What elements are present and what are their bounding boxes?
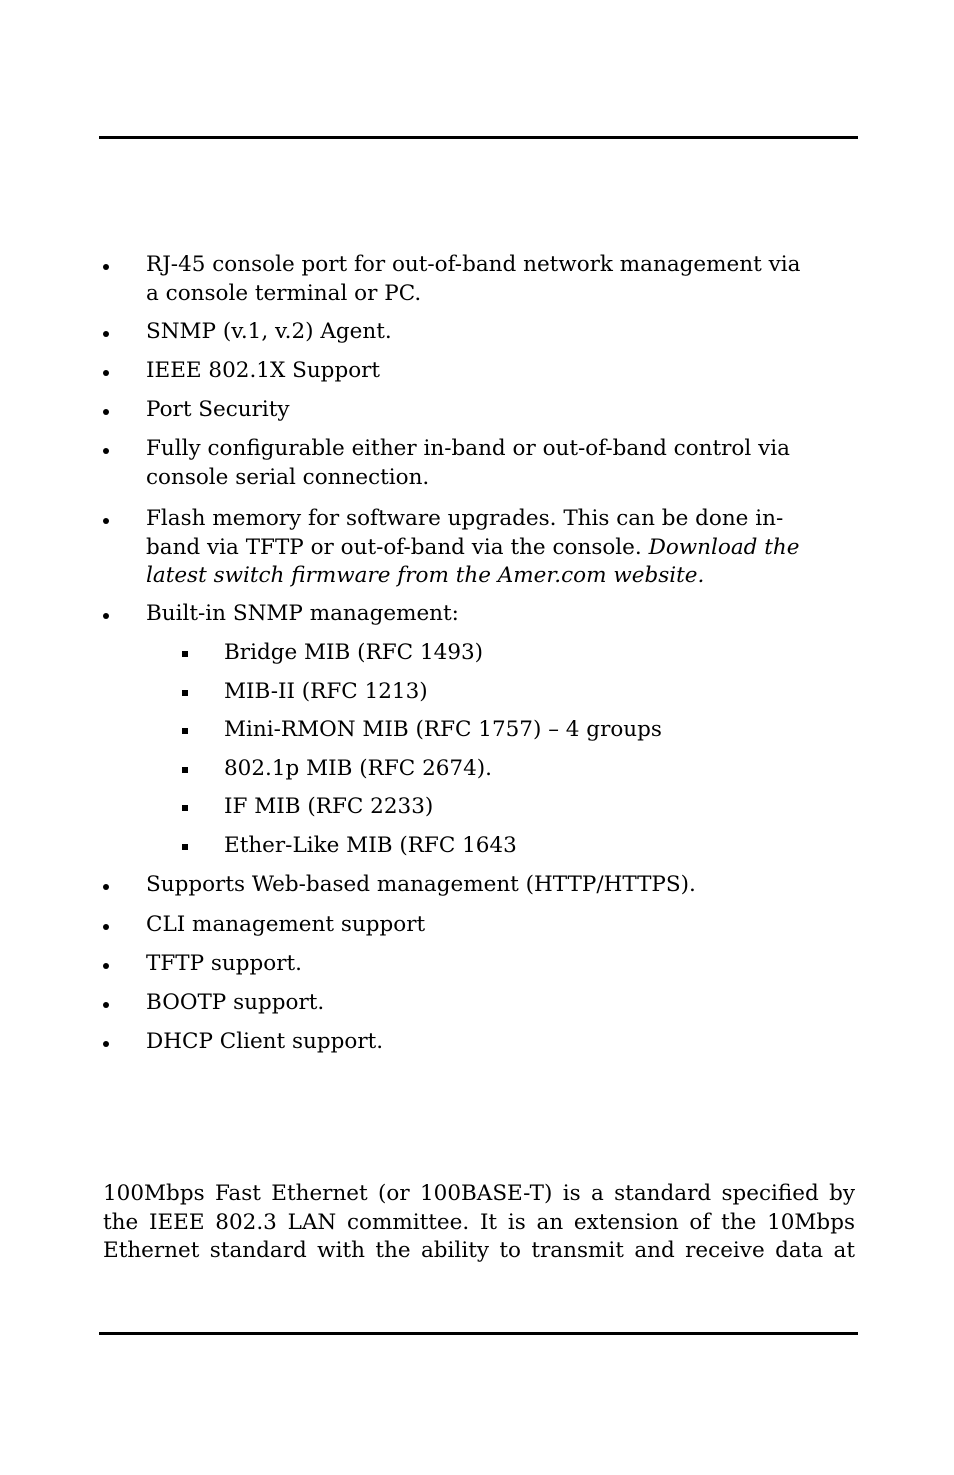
- list-item-text: console serial connection.: [146, 464, 430, 490]
- bullet-dot-icon: [103, 613, 109, 619]
- bullet-dot-icon: [103, 448, 109, 454]
- list-item-text: Fully configurable either in-band or out-of-band control via: [146, 436, 790, 461]
- footer-rule: [99, 1332, 858, 1335]
- download-note: latest switch firmware from the Amer.com website.: [146, 563, 705, 588]
- header-rule: [99, 136, 858, 139]
- list-item-text: BOOTP support.: [146, 990, 325, 1015]
- list-item-text: TFTP support.: [146, 951, 303, 976]
- sub-list-item-text: IF MIB (RFC 2233): [224, 794, 434, 819]
- square-bullet-icon: [182, 767, 188, 773]
- bullet-dot-icon: [103, 264, 109, 270]
- download-note: Download the: [648, 534, 800, 560]
- list-item-text: Port Security: [146, 397, 290, 422]
- sub-list-item-text: Bridge MIB (RFC 1493): [224, 640, 484, 665]
- sub-list-item-text: Mini-RMON MIB (RFC 1757) – 4 groups: [224, 717, 662, 742]
- list-item-text: Flash memory for software upgrades. This can be done in-: [146, 506, 784, 531]
- bullet-dot-icon: [103, 331, 109, 337]
- square-bullet-icon: [182, 651, 188, 657]
- list-item-text: Built-in SNMP management:: [146, 601, 459, 626]
- bullet-dot-icon: [103, 963, 109, 969]
- bullet-dot-icon: [103, 884, 109, 890]
- sub-list-item-text: 802.1p MIB (RFC 2674).: [224, 756, 493, 781]
- square-bullet-icon: [182, 805, 188, 811]
- paragraph-line: Ethernet standard with the ability to transmit and receive data at: [103, 1238, 855, 1263]
- list-item-text: IEEE 802.1X Support: [146, 358, 381, 383]
- square-bullet-icon: [182, 728, 188, 734]
- list-item-text: CLI management support: [146, 912, 426, 937]
- body-paragraph: [103, 1180, 855, 1266]
- bullet-dot-icon: [103, 518, 109, 524]
- list-item-text: DHCP Client support.: [146, 1029, 384, 1054]
- list-item-text: a console terminal or PC.: [146, 280, 422, 306]
- sub-list-item-text: MIB-II (RFC 1213): [224, 679, 428, 704]
- bullet-dot-icon: [103, 924, 109, 930]
- list-item-text: band via TFTP or out-of-band via the console.: [146, 534, 642, 560]
- paragraph-line: 100Mbps Fast Ethernet (or 100BASE-T) is a standard specified by: [103, 1181, 855, 1206]
- bullet-dot-icon: [103, 1041, 109, 1047]
- square-bullet-icon: [182, 690, 188, 696]
- square-bullet-icon: [182, 844, 188, 850]
- paragraph-line: the IEEE 802.3 LAN committee. It is an extension of the 10Mbps: [103, 1209, 855, 1235]
- bullet-dot-icon: [103, 1002, 109, 1008]
- list-item-text: Supports Web-based management (HTTP/HTTPS).: [146, 872, 696, 897]
- bullet-dot-icon: [103, 409, 109, 415]
- list-item-text: SNMP (v.1, v.2) Agent.: [146, 319, 392, 344]
- bullet-dot-icon: [103, 370, 109, 376]
- sub-list-item-text: Ether-Like MIB (RFC 1643: [224, 833, 517, 858]
- list-item-text: RJ-45 console port for out-of-band network management via: [146, 252, 801, 277]
